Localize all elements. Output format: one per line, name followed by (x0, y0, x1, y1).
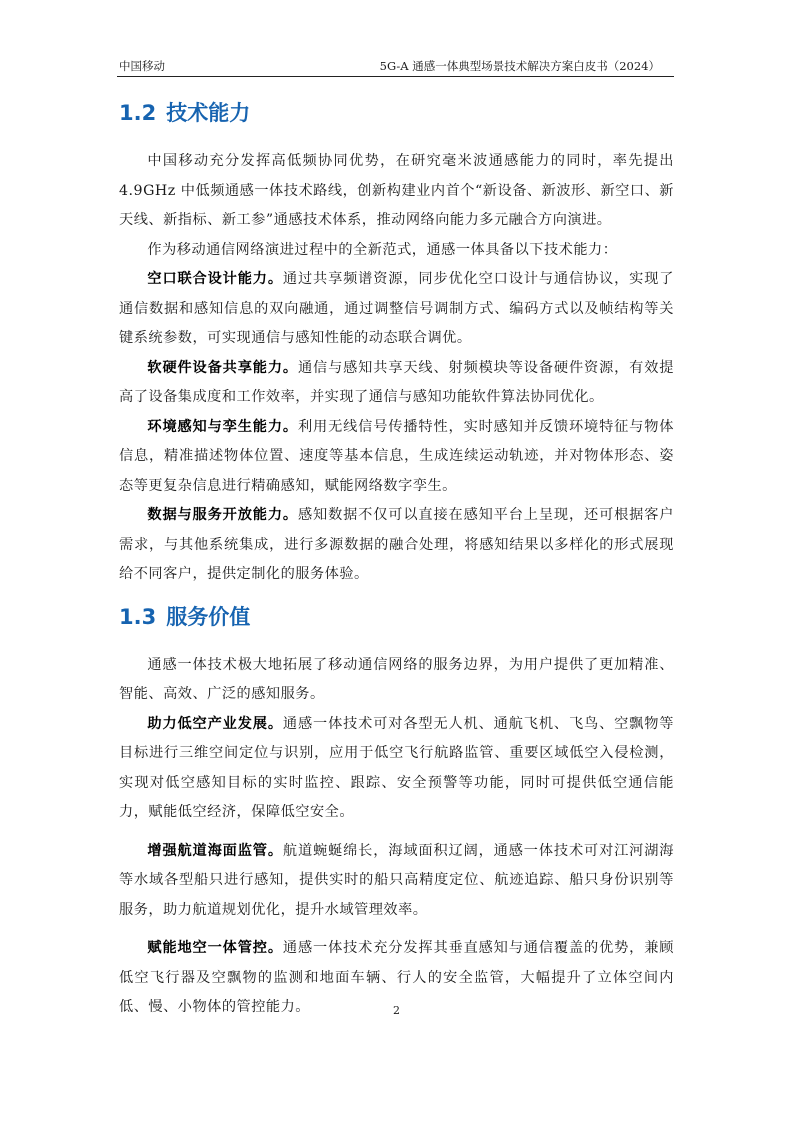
paragraph: 通感一体技术极大地拓展了移动通信网络的服务边界，为用户提供了更加精准、智能、高效、广泛的感知服务。 (119, 656, 674, 702)
item-text: 通感一体技术充分发挥其垂直感知与通信覆盖的优势，兼顾低空飞行器及空飘物的监测和地面车辆、行人的安全监管，大幅提升了立体空间内低、慢、小物体的管控能力。 (119, 940, 674, 1015)
section-heading-1-3 (119, 602, 674, 632)
capability-item (119, 501, 674, 590)
paragraph: 作为移动通信网络演进过程中的全新范式，通感一体具备以下技术能力： (147, 241, 618, 258)
value-item (119, 837, 674, 926)
item-term: 空口联合设计能力。 (147, 271, 283, 287)
capability-item (119, 354, 674, 413)
item-term: 数据与服务开放能力。 (147, 507, 298, 523)
section-number: 1.2 (119, 101, 157, 125)
item-text: 航道蜿蜒绵长，海域面积辽阔，通感一体技术可对江河湖海等水域各型船只进行感知，提供实时的船只高精度定位、航迹追踪、船只身份识别等服务，助力航道规划优化，提升水域管理效率。 (119, 842, 674, 918)
item-text: 通信与感知共享天线、射频模块等设备硬件资源，有效提高了设备集成度和工作效率，并实现了通信与感知功能软件算法协同优化。 (119, 359, 674, 405)
page-number: 2 (393, 1004, 400, 1017)
section-title: 服务价值 (166, 604, 251, 629)
item-term: 增强航道海面监管。 (147, 842, 283, 859)
value-item (119, 710, 674, 828)
item-text: 利用无线信号传播特性，实时感知并反馈环境特征与物体信息，精准描述物体位置、速度等基本信息，生成连续运动轨迹，并对物体形态、姿态等更复杂信息进行精确感知，赋能网络数字孪生。 (119, 418, 674, 494)
page-content (119, 90, 674, 1023)
item-text: 通感一体技术可对各型无人机、通航飞机、飞鸟、空飘物等目标进行三维空间定位与识别，应用于低空飞行航路监管、重要区域低空入侵检测，实现对低空感知目标的实时监控、跟踪、安全预警等功能，同时可提供低空通信能力，赋能低空经济，保障低空安全。 (119, 715, 674, 820)
capability-item (119, 413, 674, 502)
page-header (117, 54, 674, 77)
paragraph: 中国移动充分发挥高低频协同优势，在研究毫米波通感能力的同时，率先提出 4.9GHz 中低频通感一体技术路线，创新构建业内首个“新设备、新波形、新空口、新天线、新指标、新工参”通感技术体系，推动网络向能力多元融合方向演进。 (119, 153, 674, 228)
section-title: 技术能力 (166, 101, 251, 125)
header-doc-title: 5G-A 通感一体典型场景技术解决方案白皮书（2024） (379, 59, 660, 73)
item-term: 赋能地空一体管控。 (147, 940, 283, 956)
item-text: 通过共享频谱资源，同步优化空口设计与通信协议，实现了通信数据和感知信息的双向融通，通过调整信号调制方式、编码方式以及帧结构等关键系统参数，可实现通信与感知性能的动态联合调优。 (119, 271, 674, 346)
item-term: 助力低空产业发展。 (147, 715, 283, 732)
capability-item (119, 265, 674, 354)
item-term: 环境感知与孪生能力。 (147, 418, 298, 435)
section-number: 1.3 (119, 604, 157, 629)
item-text: 感知数据不仅可以直接在感知平台上呈现，还可根据客户需求，与其他系统集成，进行多源数据的融合处理，将感知结果以多样化的形式展现给不同客户，提供定制化的服务体验。 (119, 507, 674, 582)
item-term: 软硬件设备共享能力。 (147, 359, 298, 376)
section-heading-1-2 (119, 98, 674, 128)
header-org: 中国移动 (119, 59, 165, 73)
